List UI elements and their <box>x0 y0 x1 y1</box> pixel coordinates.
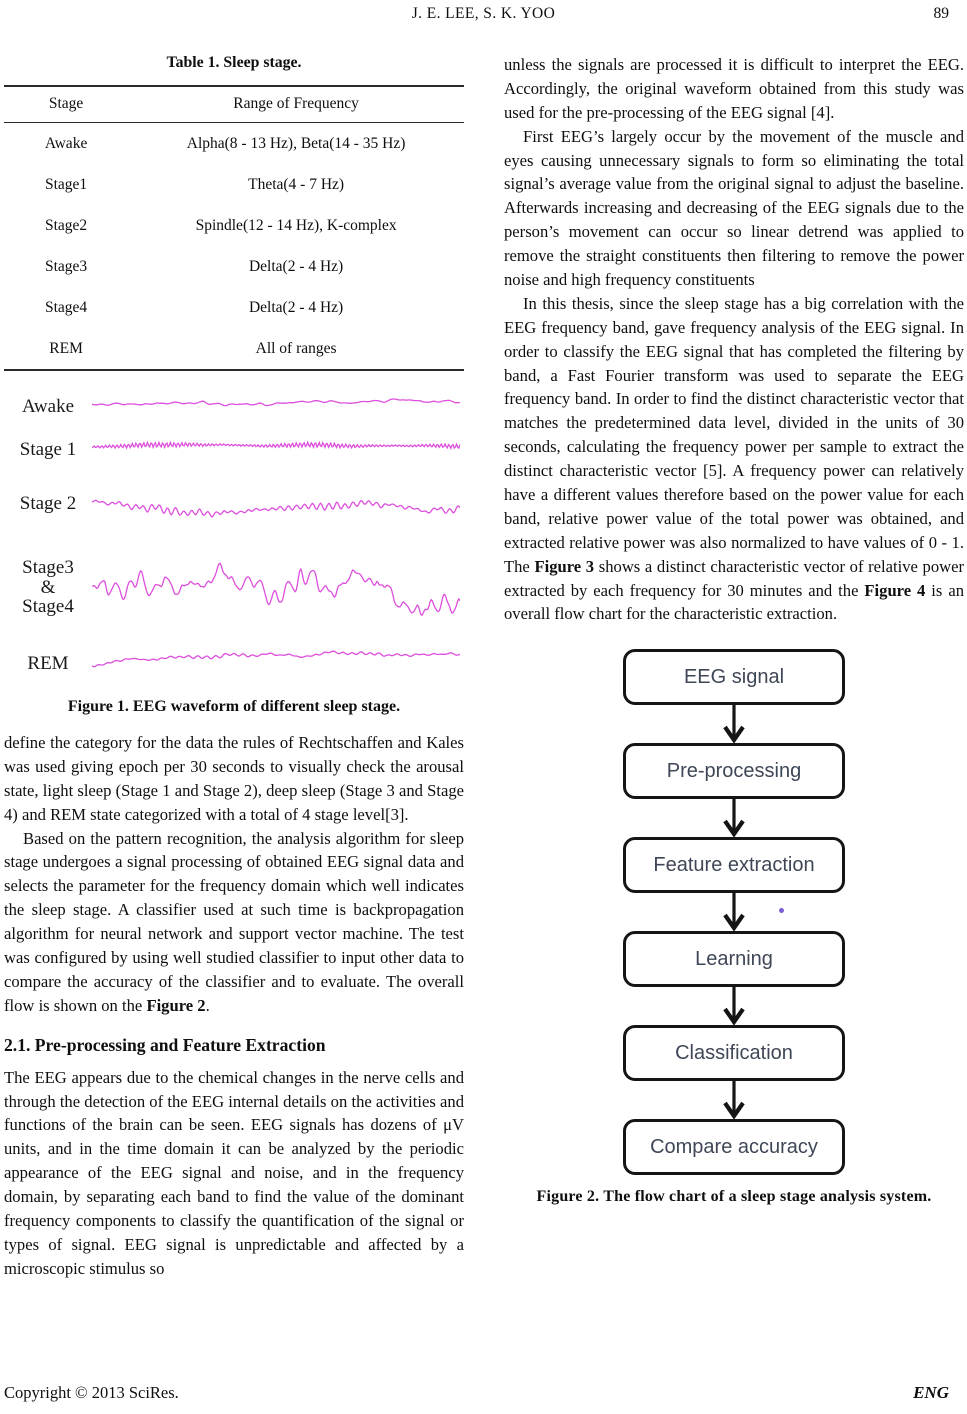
paragraph: In this thesis, since the sleep stage has a big correlation with the EEG frequency band, gave frequency analysis of the EEG signal. In order to classify the EEG signal that has completed the filtering by band, a Fast Fourier transform was used to separate the EEG frequency band. In order to find the distinct characteristic vector that matches the predetermined data level, divided in the units of 30 seconds, calculating the frequency power per sample to extract the distinct characteristic vector [5]. A frequency power can relatively have a different values therefore based on the power value for each band, relative power value of the total power was obtained, and extracted relative power was also normalized to have values of 0 - 1. The Figure 3 shows a distinct characteristic vector of relative power extracted by each frequency for 30 minutes and the Figure 4 is an overall flow chart for the characteristic extraction. <box>504 293 964 624</box>
eeg-trace-row <box>4 384 464 429</box>
down-arrow-icon <box>721 987 747 1025</box>
table-cell: Awake <box>44 134 88 152</box>
flowchart-box-eeg-signal: EEG signal <box>623 649 845 705</box>
table-cell: Alpha(8 - 13 Hz), Beta(14 - 35 Hz) <box>186 134 406 152</box>
journal-code: ENG <box>913 1383 949 1402</box>
down-arrow-icon <box>721 1081 747 1119</box>
table-header-row <box>4 86 464 123</box>
flowchart-box-classification: Classification <box>623 1025 845 1081</box>
right-column <box>504 44 964 1281</box>
page-number: 89 <box>933 5 949 22</box>
table-row <box>4 205 464 246</box>
table1-title: Table 1. Sleep stage. <box>166 54 302 71</box>
table-row <box>4 328 464 370</box>
flowchart-arrow <box>623 1081 845 1119</box>
eeg-waveform <box>92 470 460 532</box>
flowchart-arrow <box>623 705 845 743</box>
table-cell: REM <box>49 339 83 357</box>
sleep-stage-table <box>4 85 464 371</box>
figure1-eeg-waveforms <box>4 384 464 689</box>
eeg-trace-label: Stage 1 <box>19 438 77 460</box>
paragraph: unless the signals are processed it is difficult to interpret the EEG. Accordingly, the original waveform obtained from this study was used for the pre-processing of the EEG signal [4]. <box>504 55 964 122</box>
two-column-layout <box>4 44 964 1281</box>
eeg-waveform <box>92 429 460 465</box>
table-cell: Spindle(12 - 14 Hz), K-complex <box>195 216 397 234</box>
left-column <box>4 44 464 1281</box>
flowchart-arrow <box>623 799 845 837</box>
paragraph: First EEG’s largely occur by the movement of the muscle and eyes causing unnecessary signals to form so eliminating the total signal’s average value from the original signal to adjust the baseline. Afterwards increasing and decreasing of the EEG signals due to the person’s movement can occur so linear detrend was applied to remove the straight constituents then filtering to remove the power noise and high frequency constituents <box>504 126 964 290</box>
figure2-flowchart <box>623 649 845 1175</box>
table-cell: Stage2 <box>45 216 88 234</box>
down-arrow-icon <box>721 893 747 931</box>
eeg-trace-label: Stage 2 <box>19 492 77 514</box>
running-head: J. E. LEE, S. K. YOO <box>411 5 556 22</box>
flowchart-arrow <box>623 987 845 1025</box>
figure2-caption: Figure 2. The flow chart of a sleep stage analysis system. <box>536 1188 932 1206</box>
eeg-trace-row <box>4 429 464 470</box>
flowchart-box-feature-extraction: Feature extraction <box>623 837 845 893</box>
paragraph: define the category for the data the rules of Rechtschaffen and Kales was used giving epoch per 30 seconds to visually check the arousal state, light sleep (Stage 1 and Stage 2), deep sleep (Stage 3 and Stage 4) and REM state categorized with a total of 4 stage level[3]. <box>4 733 464 824</box>
down-arrow-icon <box>721 799 747 837</box>
flowchart-box-pre-processing: Pre-processing <box>623 743 845 799</box>
down-arrow-icon <box>721 705 747 743</box>
table-cell: Stage1 <box>45 175 88 193</box>
table-cell: Stage3 <box>45 257 88 275</box>
table-row <box>4 123 464 165</box>
flowchart-arrow <box>623 893 845 931</box>
table-cell: All of ranges <box>255 339 337 357</box>
copyright-notice: Copyright © 2013 SciRes. <box>4 1383 179 1402</box>
table-cell: Stage4 <box>45 298 88 316</box>
eeg-trace-row <box>4 638 464 689</box>
column-header: Range of Frequency <box>128 86 464 123</box>
eeg-trace-row <box>4 470 464 537</box>
table-cell: Delta(2 - 4 Hz) <box>248 298 344 316</box>
left-body-text <box>4 731 464 1018</box>
eeg-waveform <box>92 384 460 424</box>
paragraph: The EEG appears due to the chemical changes in the nerve cells and through the detection of the EEG internal details on the activities and functions of the brain can be seen. EEG signals has dozens of μV units, and in the time domain it can be analyzed by the periodic appearance of the EEG signal and noise, and in the frequency domain, by separating each band to find the value of the dominant frequency components to classify the quantification of the signal or types of signal. EEG signal is unpredictable and affected by a microscopic stimulus so <box>4 1067 464 1278</box>
eeg-waveform <box>92 638 460 684</box>
eeg-trace-label: Awake <box>21 395 75 417</box>
eeg-trace-row <box>4 537 464 638</box>
figure1-caption: Figure 1. EEG waveform of different sleep stage. <box>67 698 401 715</box>
column-header: Stage <box>4 86 128 123</box>
eeg-trace-label: REM <box>27 652 69 674</box>
table-cell: Theta(4 - 7 Hz) <box>248 175 345 193</box>
table-cell: Delta(2 - 4 Hz) <box>248 257 344 275</box>
table-row <box>4 246 464 287</box>
table-row <box>4 287 464 328</box>
section-heading: 2.1. Pre-processing and Feature Extraction <box>4 1034 326 1055</box>
eeg-trace-label: Stage3 & Stage4 <box>22 557 74 618</box>
eeg-waveform <box>92 537 460 633</box>
flowchart-box-compare-accuracy: Compare accuracy <box>623 1119 845 1175</box>
table-row <box>4 164 464 205</box>
flowchart-box-learning: Learning <box>623 931 845 987</box>
paragraph: Based on the pattern recognition, the analysis algorithm for sleep stage undergoes a signal processing of obtained EEG signal data and selects the parameter for the frequency domain which well indicates the sleep stage. A classifier used at such time is backpropagation algorithm for neural network and support vector machine. The test was configured by using well studied classifier to input other data to compare the accuracy of the classifier and to evaluate. The overall flow is shown on the Figure 2. <box>4 828 464 1015</box>
stray-dot <box>779 908 784 913</box>
right-body-text <box>504 53 964 626</box>
left-body-text-2 <box>4 1066 464 1281</box>
